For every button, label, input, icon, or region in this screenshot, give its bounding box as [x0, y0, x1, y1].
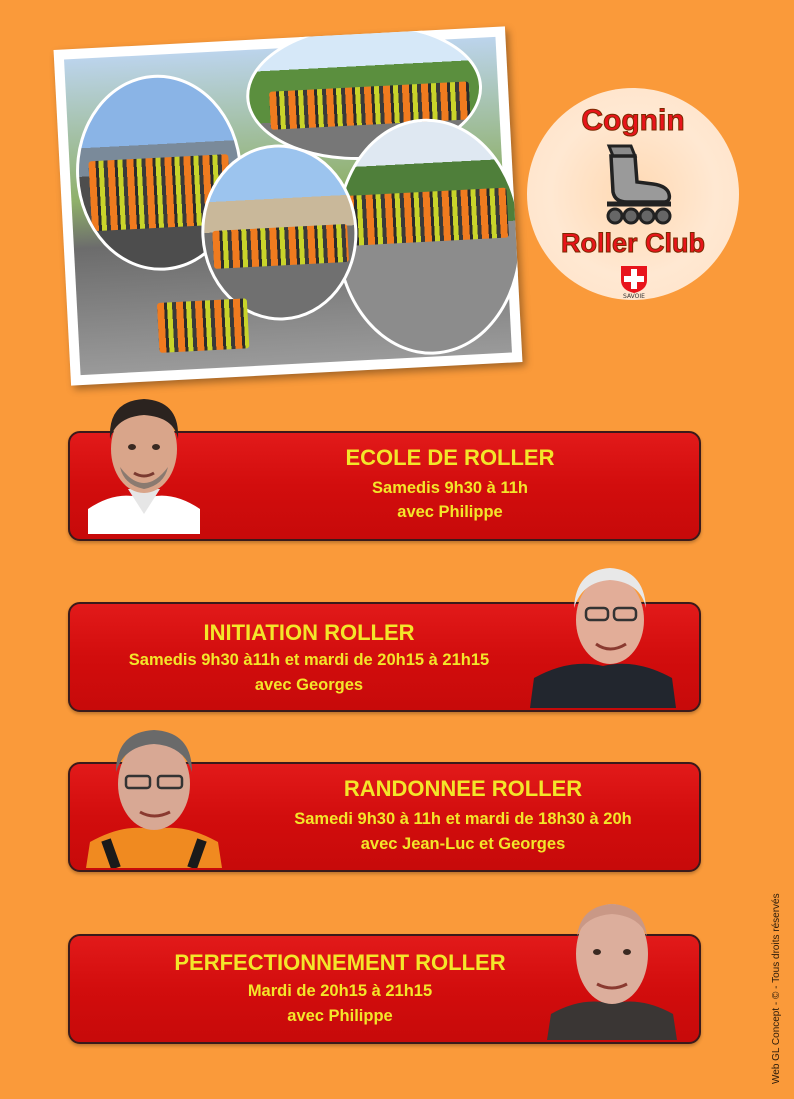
- logo-top-text: Cognin: [581, 104, 685, 137]
- card-schedule: Samedi 9h30 à 11h et mardi de 18h30 à 20h: [294, 810, 632, 828]
- card-schedule: Samedis 9h30 à11h et mardi de 20h15 à 21h15: [128, 651, 490, 669]
- logo-bottom-text: Roller Club: [560, 228, 705, 258]
- card-title: PERFECTIONNEMENT ROLLER: [174, 950, 506, 975]
- card-title: RANDONNEE ROLLER: [343, 776, 583, 801]
- collage-background: [64, 37, 512, 375]
- copyright-credit: Web GL Concept - © - Tous droits réservés: [771, 893, 782, 1084]
- savoie-shield-icon: [619, 264, 649, 294]
- club-logo: [527, 88, 739, 300]
- card-instructor: avec Georges: [254, 676, 364, 694]
- photo-collage: [54, 26, 523, 385]
- card-schedule: Mardi de 20h15 à 21h15: [247, 982, 433, 1000]
- jean-luc-portrait: [86, 722, 222, 868]
- philippe-portrait-2: [547, 896, 677, 1040]
- logo-shield-label: SAVOIE: [623, 293, 645, 300]
- card-instructor: avec Philippe: [287, 1007, 393, 1025]
- georges-portrait: [530, 562, 676, 708]
- card-title: INITIATION ROLLER: [203, 620, 415, 645]
- card-title: ECOLE DE ROLLER: [345, 445, 555, 470]
- card-schedule: Samedis 9h30 à 11h: [372, 479, 528, 497]
- card-instructor: avec Philippe: [397, 503, 503, 521]
- philippe-portrait: [88, 389, 200, 534]
- inline-skate-icon: [597, 142, 677, 228]
- card-instructor: avec Jean-Luc et Georges: [360, 835, 566, 853]
